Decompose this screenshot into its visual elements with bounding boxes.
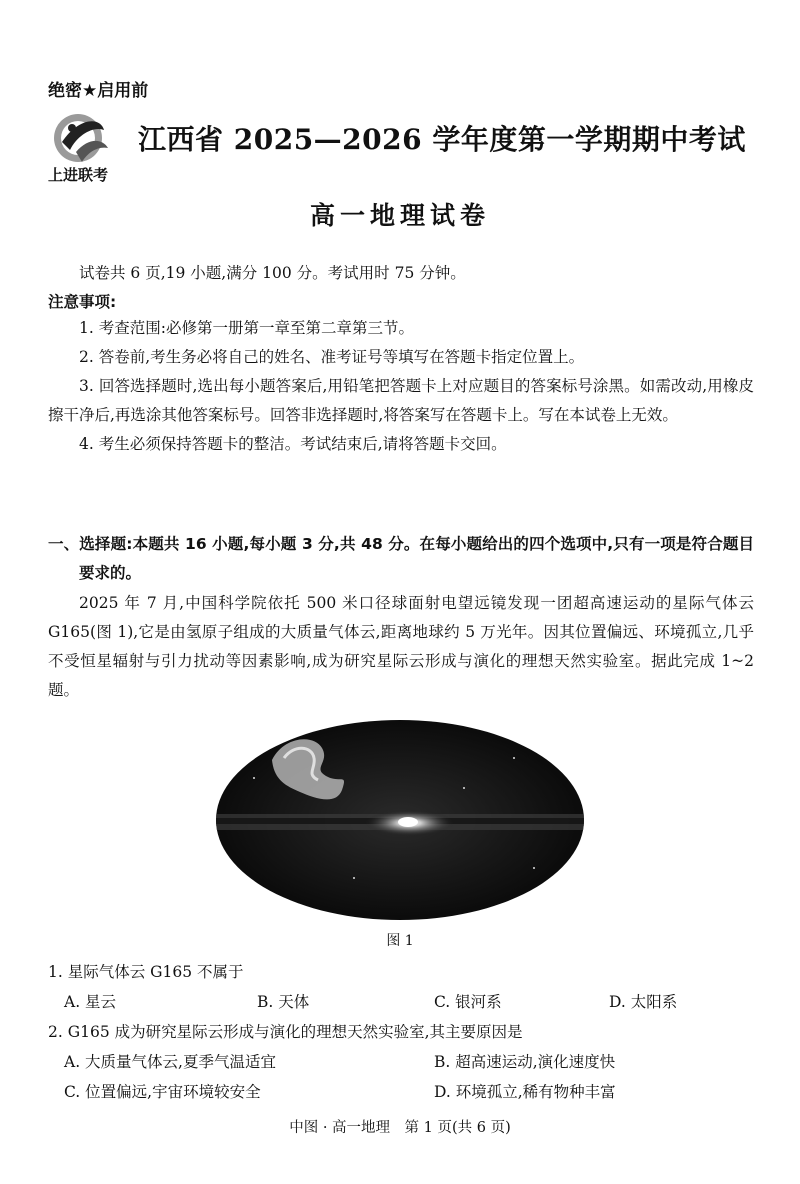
question-passage: 2025 年 7 月,中国科学院依托 500 米口径球面射电望远镜发现一团超高速运动的星际气体云 G165(图 1),它是由氢原子组成的大质量气体云,距离地球约 5 万光年。因其位置偏远、环境孤立,几乎不受恒星辐射与引力扰动等因素影响,成为研究星际云形成与演化的理想天然实验室。据此完成 1~2 题。 xyxy=(48,594,754,699)
note-item: 2. 答卷前,考生务必将自己的姓名、准考证号等填写在答题卡指定位置上。 xyxy=(79,348,585,366)
answer-option: A. 大质量气体云,夏季气温适宜 xyxy=(64,1053,276,1071)
note-item: 1. 考查范围:必修第一册第一章至第二章第三节。 xyxy=(79,319,414,337)
question-stem: 2. G165 成为研究星际云形成与演化的理想天然实验室,其主要原因是 xyxy=(48,1023,523,1041)
answer-option: D. 环境孤立,稀有物种丰富 xyxy=(434,1083,616,1101)
answer-option: C. 银河系 xyxy=(434,993,502,1011)
exam-logo xyxy=(48,108,128,186)
secret-label: 绝密★启用前 xyxy=(48,81,149,101)
page-footer: 中图 · 高一地理 第 1 页(共 6 页) xyxy=(289,1120,511,1136)
answer-option: C. 位置偏远,宇宙环境较安全 xyxy=(64,1083,261,1101)
figure-1-image xyxy=(214,718,586,922)
section-heading: 一、选择题:本题共 16 小题,每小题 3 分,共 48 分。在每小题给出的四个选项中,只有一项是符合题目要求的。 xyxy=(48,535,754,582)
notes-list xyxy=(48,314,754,459)
notes-heading: 注意事项: xyxy=(48,293,117,311)
answer-option: D. 太阳系 xyxy=(609,993,678,1011)
answer-option: B. 超高速运动,演化速度快 xyxy=(434,1053,616,1071)
answer-option: B. 天体 xyxy=(257,993,310,1011)
note-item: 4. 考生必须保持答题卡的整洁。考试结束后,请将答题卡交回。 xyxy=(79,435,507,453)
answer-option: A. 星云 xyxy=(64,993,117,1011)
figure-caption: 图 1 xyxy=(386,933,414,949)
question-stem: 1. 星际气体云 G165 不属于 xyxy=(48,963,244,981)
note-item: 3. 回答选择题时,选出每小题答案后,用铅笔把答题卡上对应题目的答案标号涂黑。如需改动,用橡皮擦干净后,再选涂其他答案标号。回答非选择题时,将答案写在答题卡上。写在本试卷上无效。 xyxy=(48,377,754,424)
exam-intro: 试卷共 6 页,19 小题,满分 100 分。考试用时 75 分钟。 xyxy=(79,264,466,282)
exam-title: 江西省 2025—2026 学年度第一学期期中考试 xyxy=(138,123,746,156)
logo-text: 上进联考 xyxy=(48,166,109,184)
subject-title: 高一地理试卷 xyxy=(309,201,490,230)
logo-emblem-icon xyxy=(48,108,128,168)
